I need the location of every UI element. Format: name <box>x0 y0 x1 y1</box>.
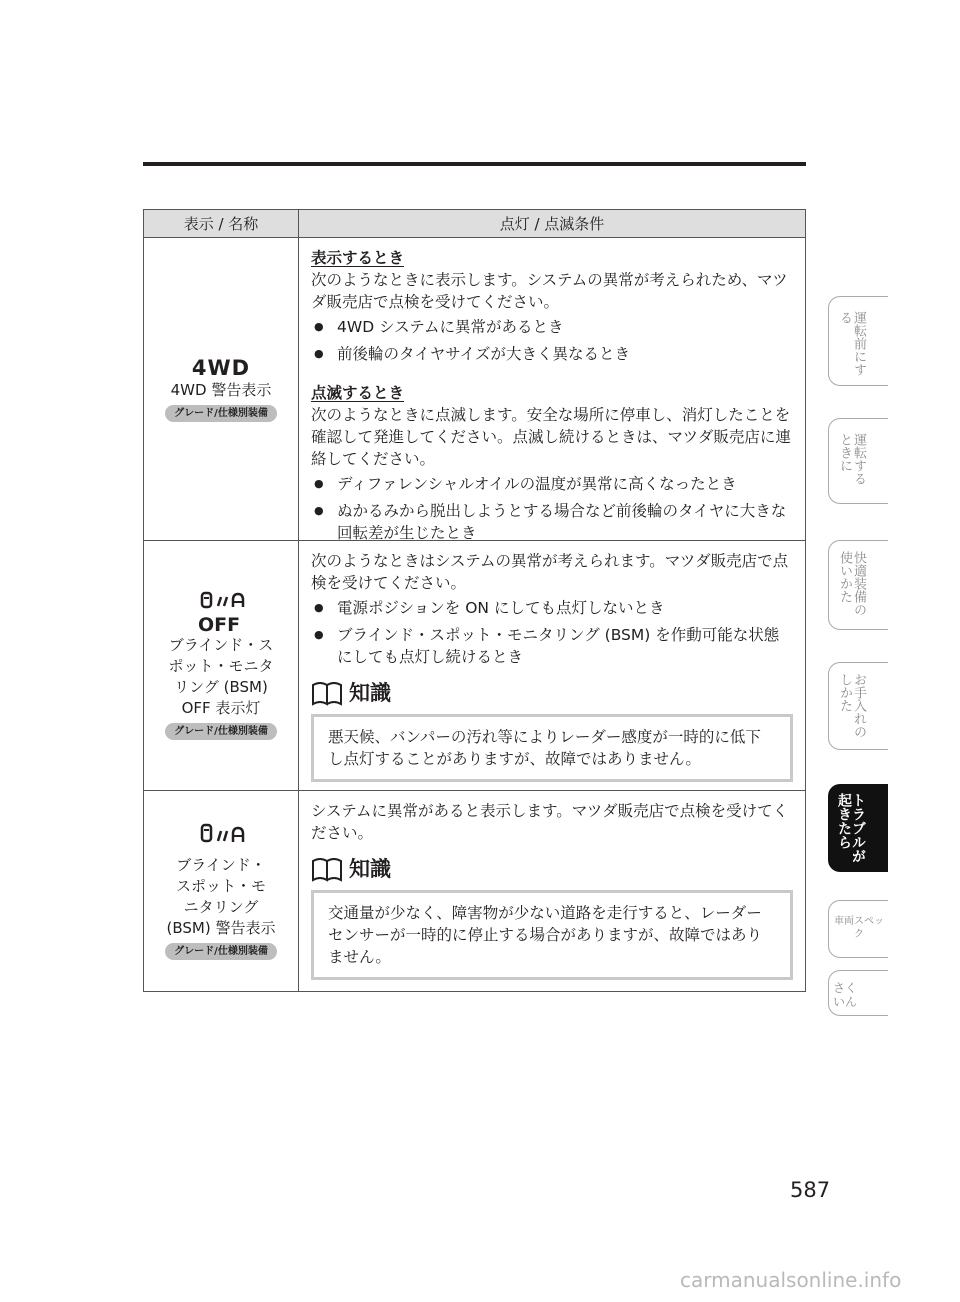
tab-specifications[interactable]: 車両スペック <box>828 900 888 958</box>
tab-index[interactable]: さくいん <box>828 970 888 1016</box>
tab-while-driving[interactable]: 運転するときに <box>828 418 888 504</box>
4wd-indicator-icon: 4WD <box>191 356 251 380</box>
knowledge-header <box>311 680 793 706</box>
indicator-name-line: スポット・モ <box>175 876 266 895</box>
table-header <box>144 210 805 238</box>
section-heading: 表示するとき <box>311 249 405 267</box>
section-text: 次のようなときはシステムの異常が考えられます。マツダ販売店で点検を受けてください。 <box>311 552 789 592</box>
list-item: ● 4WD システムに異常があるとき <box>311 316 793 338</box>
indicator-name: 4WD 警告表示 <box>170 381 272 399</box>
indicator-name-line: リング (BSM) <box>174 678 268 696</box>
section-text: 次のようなときに表示します。システムの異常が考えられため、マツダ販売店で点検を受けてください。 <box>311 271 788 311</box>
tab-troubleshooting[interactable]: トラブルが起きたら <box>828 784 888 872</box>
page-number: 587 <box>790 1178 831 1202</box>
row-condition-cell <box>299 541 805 790</box>
indicator-name-line: OFF 表示灯 <box>181 699 261 717</box>
bullet-list <box>311 316 793 365</box>
row-condition-cell <box>299 238 805 540</box>
bsm-warning-indicator-icon <box>193 823 249 847</box>
row-condition-cell <box>299 791 805 991</box>
tab-maintenance[interactable]: お手入れのしかた <box>828 662 888 750</box>
knowledge-label: 知識 <box>349 681 391 705</box>
list-item: ● 電源ポジションを ON にしても点灯しないとき <box>311 597 793 619</box>
indicator-table <box>143 209 806 992</box>
knowledge-label: 知識 <box>349 857 391 881</box>
list-item: ● ブラインド・スポット・モニタリング (BSM) を作動可能な状態にしても点灯し続けるとき <box>311 624 793 668</box>
watermark: carmanualsonline.info <box>680 1268 902 1292</box>
row-name-cell <box>144 791 299 991</box>
section-text: 次のようなときに点滅します。安全な場所に停車し、消灯したことを確認して発進してください。点滅し続けるときは、マツダ販売店に連絡してください。 <box>311 406 791 468</box>
knowledge-note: 交通量が少なく、障害物が少ない道路を走行すると、レーダーセンサーが一時的に停止する場合がありますが、故障ではありません。 <box>311 890 793 980</box>
book-icon <box>311 680 345 706</box>
top-rule <box>143 162 806 166</box>
grade-badge: グレード/仕様別装備 <box>165 943 277 960</box>
list-item: ● 前後輪のタイヤサイズが大きく異なるとき <box>311 343 793 365</box>
off-icon-text: OFF <box>198 614 241 635</box>
bullet-list <box>311 597 793 668</box>
table-row <box>144 791 805 991</box>
tab-before-driving[interactable]: 運転前にする <box>828 296 888 386</box>
indicator-name-line: ブラインド・ス <box>168 636 274 654</box>
bullet-list <box>311 473 793 544</box>
indicator-name-line: ブラインド・ <box>176 855 266 874</box>
bsm-off-indicator-icon <box>193 591 249 635</box>
grade-badge: グレード/仕様別装備 <box>165 405 277 422</box>
header-name: 表示 / 名称 <box>144 210 299 237</box>
list-item: ● ぬかるみから脱出しようとする場合など前後輪のタイヤに大きな回転差が生じたとき <box>311 500 793 544</box>
knowledge-header <box>311 856 793 882</box>
book-icon <box>311 856 345 882</box>
indicator-name-line: ニタリング <box>183 897 259 916</box>
table-row <box>144 238 805 541</box>
tab-comfort-features[interactable]: 快適装備の使いかた <box>828 540 888 630</box>
list-item: ● ディファレンシャルオイルの温度が異常に高くなったとき <box>311 473 793 495</box>
indicator-name-line: ポット・モニタ <box>168 657 274 675</box>
knowledge-note: 悪天候、バンパーの汚れ等によりレーダー感度が一時的に低下し点灯することがありますが、故障ではありません。 <box>311 714 793 782</box>
row-name-cell <box>144 238 299 540</box>
section-heading: 点滅するとき <box>311 384 405 402</box>
header-condition: 点灯 / 点滅条件 <box>499 215 605 233</box>
indicator-name-line: (BSM) 警告表示 <box>166 918 276 937</box>
row-name-cell <box>144 541 299 790</box>
section-text: システムに異常があると表示します。マツダ販売店で点検を受けてください。 <box>311 802 789 842</box>
table-row <box>144 541 805 791</box>
grade-badge: グレード/仕様別装備 <box>165 723 277 740</box>
